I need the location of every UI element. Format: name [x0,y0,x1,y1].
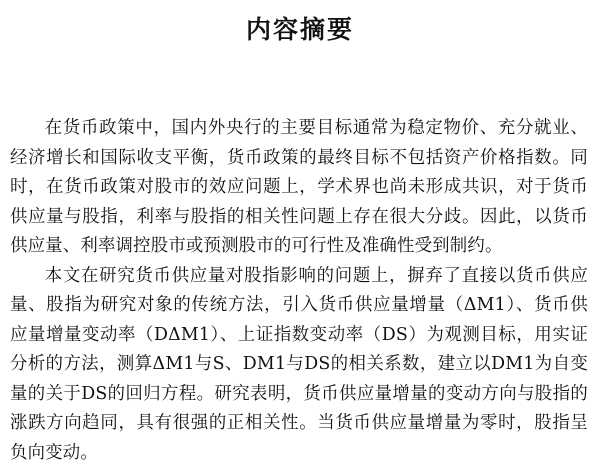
abstract-paragraph-2: 本文在研究货币供应量对股指影响的问题上，摒弃了直接以货币供应量、股指为研究对象的传统方法，引入货币供应量增量（ΔM1）、货币供应量增量变动率（DΔM1）、上证指数变动率（DS）为观测目标，用实证分析的方法，测算ΔM1与S、DM1与DS的相关系数，建立以DM1为自变量的关于DS的回归方程。研究表明，货币供应量增量的变动方向与股指的涨跌方向趋同，具有很强的正相关性。当货币供应量增量为零时，股指呈负向变动。 [10,262,588,468]
abstract-body [10,114,588,468]
abstract-paragraph-1: 在货币政策中，国内外央行的主要目标通常为稳定物价、充分就业、经济增长和国际收支平衡，货币政策的最终目标不包括资产价格指数。同时，在货币政策对股市的效应问题上，学术界也尚未形成共识，对于货币供应量与股指，利率与股指的相关性问题上存在很大分歧。因此，以货币供应量、利率调控股市或预测股市的可行性及准确性受到制约。 [10,114,588,262]
page-title: 内容摘要 [0,10,600,46]
